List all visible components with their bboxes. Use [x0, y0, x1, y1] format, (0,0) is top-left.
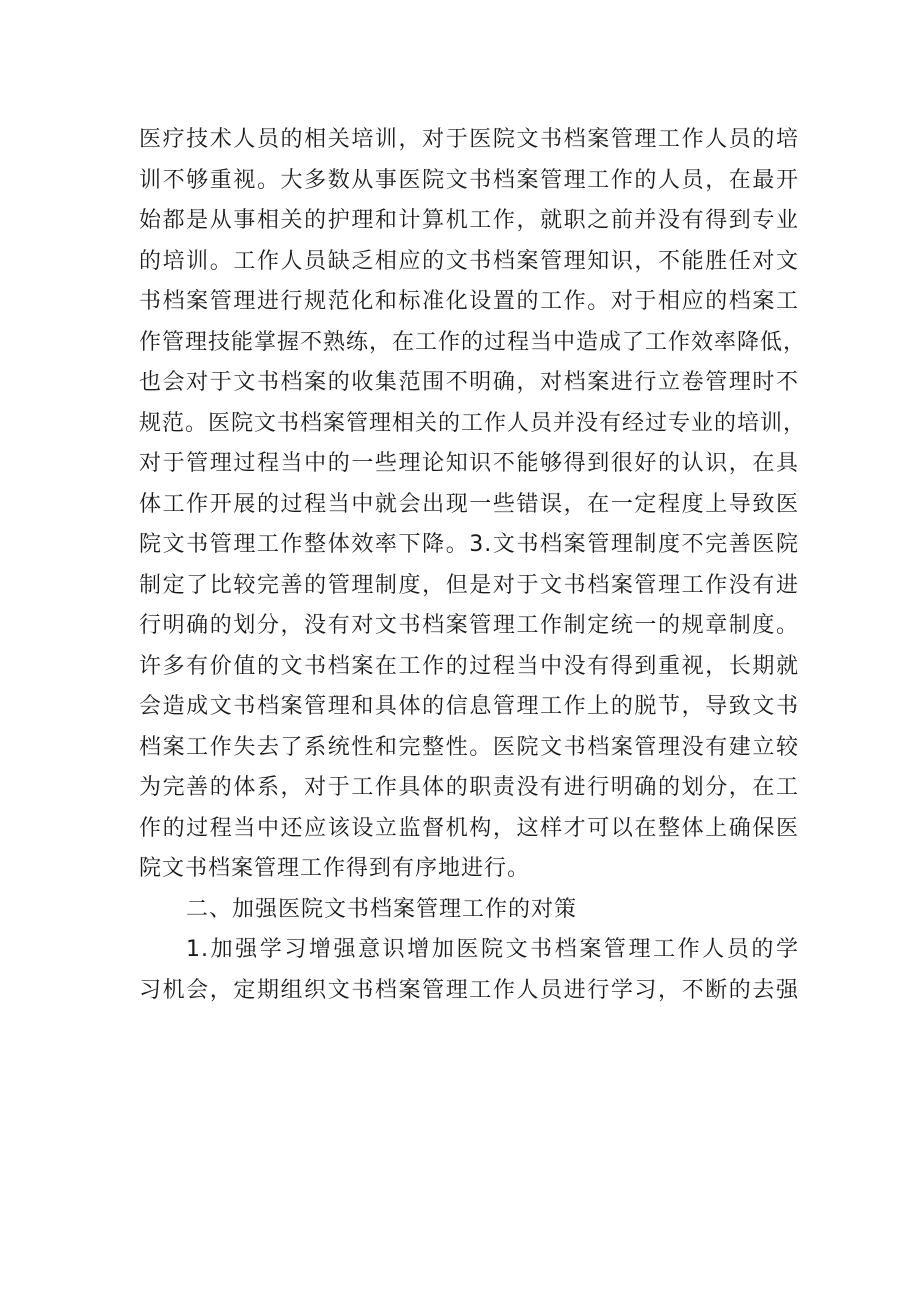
- list-item-line: 1.加强学习增强意识增加医院文书档案管理工作人员的学: [186, 937, 799, 962]
- paragraph-line: 对于管理过程当中的一些理论知识不能够得到很好的认识，在具: [139, 451, 799, 476]
- paragraph-line: 作管理技能掌握不熟练，在工作的过程当中造成了工作效率降低，: [139, 329, 807, 355]
- paragraph-line: 为完善的体系，对于工作具体的职责没有进行明确的划分，在工: [139, 775, 799, 800]
- paragraph-line: 书档案管理进行规范化和标准化设置的工作。对于相应的档案工: [139, 289, 799, 314]
- paragraph-line: 规范。医院文书档案管理相关的工作人员并没有经过专业的培训，: [139, 410, 807, 436]
- paragraph-line: 院文书管理工作整体效率下降。3.文书档案管理制度不完善医院: [139, 532, 799, 557]
- body-text: [139, 120, 807, 1011]
- paragraph-line: 行明确的划分，没有对文书档案管理工作制定统一的规章制度。: [139, 613, 799, 638]
- paragraph-line: 医疗技术人员的相关培训，对于医院文书档案管理工作人员的培: [139, 127, 799, 152]
- paragraph-line: 许多有价值的文书档案在工作的过程当中没有得到重视，长期就: [139, 653, 799, 679]
- paragraph-line: 制定了比较完善的管理制度，但是对于文书档案管理工作没有进: [139, 572, 799, 598]
- paragraph-line: 训不够重视。大多数从事医院文书档案管理工作的人员，在最开: [139, 167, 799, 193]
- paragraph-line: 体工作开展的过程当中就会出现一些错误，在一定程度上导致医: [139, 491, 799, 517]
- paragraph-line: 档案工作失去了系统性和完整性。医院文书档案管理没有建立较: [139, 734, 799, 760]
- paragraph-line: 院文书档案管理工作得到有序地进行。: [139, 856, 531, 881]
- list-item-line: 习机会，定期组织文书档案管理工作人员进行学习，不断的去强: [139, 977, 799, 1003]
- paragraph-line: 始都是从事相关的护理和计算机工作，就职之前并没有得到专业: [139, 208, 799, 233]
- paragraph-line: 也会对于文书档案的收集范围不明确，对档案进行立卷管理时不: [139, 370, 799, 395]
- paragraph-line: 作的过程当中还应该设立监督机构，这样才可以在整体上确保医: [139, 815, 799, 841]
- paragraph-line: 会造成文书档案管理和具体的信息管理工作上的脱节，导致文书: [139, 694, 799, 719]
- section-heading: 二、加强医院文书档案管理工作的对策: [186, 896, 578, 922]
- paragraph-line: 的培训。工作人员缺乏相应的文书档案管理知识，不能胜任对文: [139, 248, 799, 274]
